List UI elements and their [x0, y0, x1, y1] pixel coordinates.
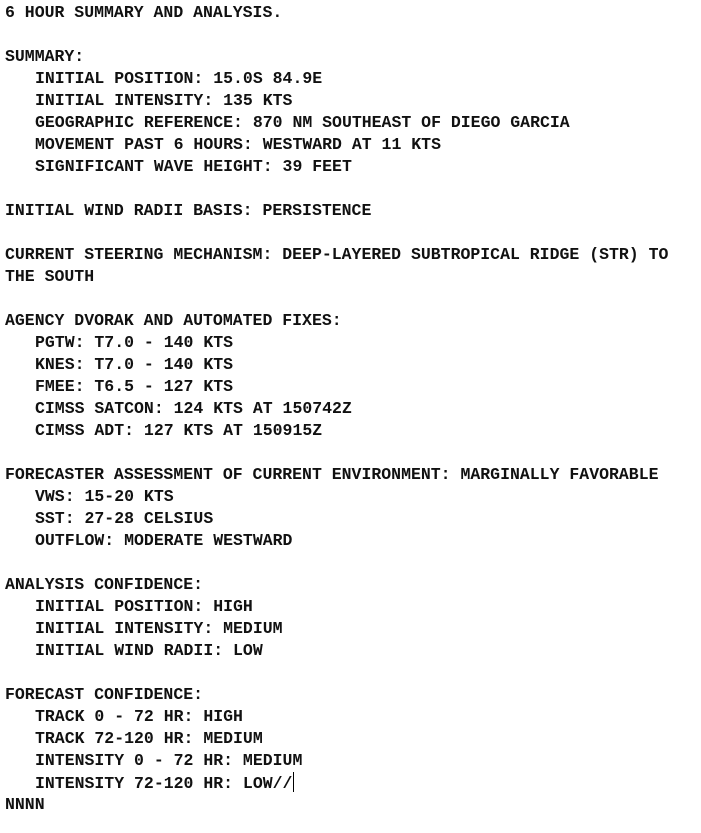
- blank-line: [5, 442, 699, 464]
- summary-wave-height: SIGNIFICANT WAVE HEIGHT: 39 FEET: [35, 157, 352, 176]
- wind-radii-basis: INITIAL WIND RADII BASIS: PERSISTENCE: [5, 201, 372, 220]
- analysis-confidence-intensity: INITIAL INTENSITY: MEDIUM: [35, 619, 283, 638]
- fix-knes: KNES: T7.0 - 140 KTS: [35, 355, 234, 374]
- forecast-confidence-intensity-72-120: INTENSITY 72-120 HR: LOW//: [35, 774, 293, 793]
- environment-sst: SST: 27-28 CELSIUS: [35, 509, 214, 528]
- bulletin-title: 6 HOUR SUMMARY AND ANALYSIS.: [5, 3, 283, 22]
- environment-heading: FORECASTER ASSESSMENT OF CURRENT ENVIRONMENT: MARGINALLY FAVORABLE: [5, 465, 659, 484]
- environment-vws: VWS: 15-20 KTS: [35, 487, 174, 506]
- forecast-confidence-intensity-72-120-row: [5, 772, 699, 794]
- summary-initial-position: INITIAL POSITION: 15.0S 84.9E: [35, 69, 323, 88]
- summary-initial-intensity: INITIAL INTENSITY: 135 KTS: [35, 91, 293, 110]
- blank-line: [5, 662, 699, 684]
- blank-line: [5, 288, 699, 310]
- text-cursor: [293, 772, 294, 792]
- analysis-confidence-position: INITIAL POSITION: HIGH: [35, 597, 253, 616]
- blank-line: [5, 24, 699, 46]
- end-marker: NNNN: [5, 795, 45, 814]
- environment-outflow: OUTFLOW: MODERATE WESTWARD: [35, 531, 293, 550]
- steering-mechanism-line-2: THE SOUTH: [5, 267, 95, 286]
- summary-heading: SUMMARY:: [5, 47, 85, 66]
- summary-geographic-reference: GEOGRAPHIC REFERENCE: 870 NM SOUTHEAST OF DIEGO GARCIA: [35, 113, 570, 132]
- fixes-heading: AGENCY DVORAK AND AUTOMATED FIXES:: [5, 311, 342, 330]
- forecast-confidence-heading: FORECAST CONFIDENCE:: [5, 685, 204, 704]
- forecast-confidence-track-0-72: TRACK 0 - 72 HR: HIGH: [35, 707, 243, 726]
- summary-movement: MOVEMENT PAST 6 HOURS: WESTWARD AT 11 KTS: [35, 135, 441, 154]
- analysis-confidence-heading: ANALYSIS CONFIDENCE:: [5, 575, 204, 594]
- fix-cimss-adt: CIMSS ADT: 127 KTS AT 150915Z: [35, 421, 323, 440]
- blank-line: [5, 552, 699, 574]
- forecast-confidence-intensity-0-72: INTENSITY 0 - 72 HR: MEDIUM: [35, 751, 303, 770]
- analysis-confidence-wind-radii: INITIAL WIND RADII: LOW: [35, 641, 263, 660]
- fix-pgtw: PGTW: T7.0 - 140 KTS: [35, 333, 234, 352]
- blank-line: [5, 222, 699, 244]
- blank-line: [5, 178, 699, 200]
- steering-mechanism-line-1: CURRENT STEERING MECHANISM: DEEP-LAYERED SUBTROPICAL RIDGE (STR) TO: [5, 245, 669, 264]
- bulletin-text[interactable]: [5, 2, 699, 816]
- fix-fmee: FMEE: T6.5 - 127 KTS: [35, 377, 234, 396]
- forecast-confidence-track-72-120: TRACK 72-120 HR: MEDIUM: [35, 729, 263, 748]
- fix-cimss-satcon: CIMSS SATCON: 124 KTS AT 150742Z: [35, 399, 352, 418]
